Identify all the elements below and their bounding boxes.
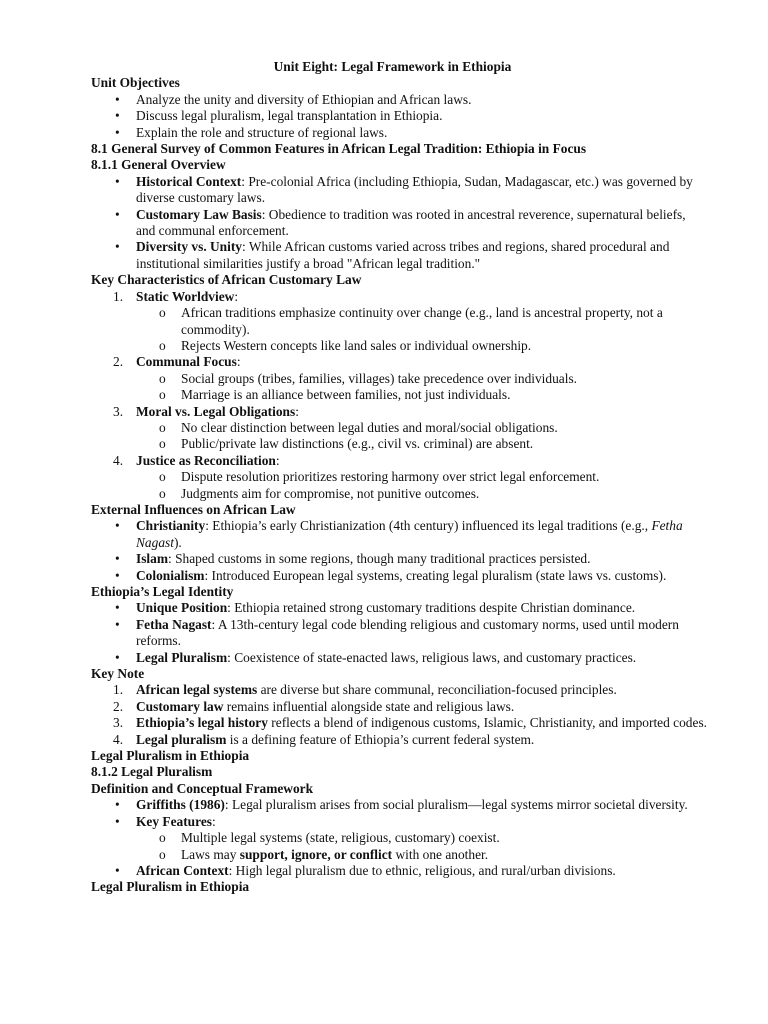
list-item xyxy=(91,732,708,748)
sub-list xyxy=(136,305,708,354)
description: : Introduced European legal systems, creating legal pluralism (state laws vs. customs). xyxy=(204,567,667,583)
list-item xyxy=(91,699,708,715)
colon: : xyxy=(211,813,216,829)
list-item xyxy=(91,797,708,813)
sub-item: o Marriage is an alliance between families, not just individuals. xyxy=(136,387,708,403)
term: Key Features xyxy=(136,813,212,829)
list-item xyxy=(91,682,708,698)
italic-term: Fetha Nagast xyxy=(136,518,683,550)
item-number: 1. xyxy=(113,288,124,304)
term: Fetha Nagast xyxy=(136,616,212,632)
sub-list xyxy=(136,830,708,863)
list-item xyxy=(91,715,708,731)
list-item xyxy=(91,207,708,240)
term: African Context xyxy=(136,862,229,878)
list-item xyxy=(91,568,708,584)
objectives-list xyxy=(91,92,708,141)
list-item xyxy=(91,453,708,502)
sub-item: o Public/private law distinctions (e.g., civil vs. criminal) are absent. xyxy=(136,436,708,452)
colon: : xyxy=(275,452,280,468)
list-item xyxy=(91,354,708,403)
term: Customary law xyxy=(136,698,224,714)
term: Christianity xyxy=(136,518,206,534)
term: Customary Law Basis xyxy=(136,206,262,222)
term: Historical Context xyxy=(136,173,242,189)
list-item: • Analyze the unity and diversity of Ethiopian and African laws. xyxy=(91,92,708,108)
list-item xyxy=(91,814,708,863)
list-item: • Discuss legal pluralism, legal transplantation in Ethiopia. xyxy=(91,108,708,124)
description: : Coexistence of state-enacted laws, religious laws, and customary practices. xyxy=(227,649,637,665)
section-8-1-heading: 8.1 General Survey of Common Features in African Legal Tradition: Ethiopia in Focus xyxy=(91,141,587,157)
colon: : xyxy=(236,354,241,370)
list-item xyxy=(91,239,708,272)
item-number: 2. xyxy=(113,354,124,370)
description: remains influential alongside state and religious laws. xyxy=(223,698,515,714)
identity-list xyxy=(91,600,708,666)
definition-heading: Definition and Conceptual Framework xyxy=(91,780,314,796)
sub-item: o African traditions emphasize continuity over change (e.g., land is ancestral property, not a commodity). xyxy=(136,305,708,338)
colon: : xyxy=(234,288,239,304)
term: Legal pluralism xyxy=(136,731,227,747)
description: : A 13th-century legal code blending religious and customary norms, used until modern reforms. xyxy=(136,616,679,649)
term: Unique Position xyxy=(136,600,228,616)
list-item xyxy=(91,289,708,355)
description: : Obedience to tradition was rooted in ancestral reverence, supernatural beliefs, and communal enforcement. xyxy=(136,206,686,239)
description: : Legal pluralism arises from social pluralism—legal systems mirror societal diversity. xyxy=(224,797,688,813)
sub-item: o Multiple legal systems (state, religious, customary) coexist. xyxy=(136,830,708,846)
list-item: • Explain the role and structure of regional laws. xyxy=(91,125,708,141)
colon: : xyxy=(295,403,299,419)
sub-item: o Rejects Western concepts like land sales or individual ownership. xyxy=(136,338,708,354)
legal-identity-heading: Ethiopia’s Legal Identity xyxy=(91,584,234,599)
final-heading: Legal Pluralism in Ethiopia xyxy=(91,879,250,895)
sub-text: Laws may xyxy=(181,846,240,862)
list-item xyxy=(91,518,708,551)
sub-text-tail: with one another. xyxy=(392,846,489,862)
unit-objectives-heading: Unit Objectives xyxy=(91,75,180,91)
sub-bold: support, ignore, or conflict xyxy=(239,846,393,862)
list-item xyxy=(91,650,708,666)
document-title: Unit Eight: Legal Framework in Ethiopia xyxy=(273,59,512,74)
description: : Ethiopia’s early Christianization (4th century) influenced its legal traditions (e.g., xyxy=(205,518,652,534)
external-list xyxy=(91,518,708,584)
section-8-1-1-heading: 8.1.1 General Overview xyxy=(91,157,226,173)
sub-list xyxy=(136,420,708,453)
description: : Shaped customs in some regions, though many traditional practices persisted. xyxy=(168,551,591,567)
description: is a defining feature of Ethiopia’s current federal system. xyxy=(226,731,535,747)
list-item xyxy=(91,600,708,616)
list-item xyxy=(91,174,708,207)
key-note-list xyxy=(91,682,708,748)
sub-item: o Judgments aim for compromise, not punitive outcomes. xyxy=(136,486,708,502)
term: Moral vs. Legal Obligations xyxy=(136,403,296,419)
term: Islam xyxy=(136,551,168,567)
overview-list xyxy=(91,174,708,272)
characteristics-heading: Key Characteristics of African Customary Law xyxy=(91,272,362,288)
list-item xyxy=(91,863,708,879)
description: : While African customs varied across tribes and regions, shared procedural and institutional similarities justify a broad "African legal tradition." xyxy=(136,239,670,271)
characteristics-list xyxy=(91,289,708,502)
term: Legal Pluralism xyxy=(136,649,228,665)
term: Communal Focus xyxy=(136,354,237,370)
item-number: 3. xyxy=(113,403,124,419)
sub-item xyxy=(136,847,708,863)
description: : Ethiopia retained strong customary traditions despite Christian dominance. xyxy=(227,600,636,616)
list-item xyxy=(91,551,708,567)
item-number: 3. xyxy=(113,715,124,731)
section-8-1-2-heading: 8.1.2 Legal Pluralism xyxy=(91,764,213,780)
sub-item: o Social groups (tribes, families, villages) take precedence over individuals. xyxy=(136,371,708,387)
sub-list xyxy=(136,469,708,502)
description: reflects a blend of indigenous customs, Islamic, Christianity, and imported codes. xyxy=(267,715,708,731)
description-tail: ). xyxy=(173,534,182,550)
sub-item: o Dispute resolution prioritizes restoring harmony over strict legal enforcement. xyxy=(136,469,708,485)
term: Diversity vs. Unity xyxy=(136,239,243,255)
sub-item: o No clear distinction between legal duties and moral/social obligations. xyxy=(136,420,708,436)
list-item xyxy=(91,617,708,650)
term: Justice as Reconciliation xyxy=(136,452,276,468)
term: Ethiopia’s legal history xyxy=(136,715,268,731)
external-influences-heading: External Influences on African Law xyxy=(91,501,296,517)
term: African legal systems xyxy=(136,682,258,698)
legal-pluralism-heading: Legal Pluralism in Ethiopia xyxy=(91,748,250,764)
term: Static Worldview xyxy=(136,288,235,304)
term: Griffiths (1986) xyxy=(136,797,225,813)
sub-list xyxy=(136,371,708,404)
item-number: 4. xyxy=(113,731,124,747)
description: : Pre-colonial Africa (including Ethiopia, Sudan, Madagascar, etc.) was governed by diverse customary laws. xyxy=(136,173,693,206)
description: : High legal pluralism due to ethnic, religious, and rural/urban divisions. xyxy=(228,862,616,878)
key-note-heading: Key Note xyxy=(91,666,145,682)
item-number: 1. xyxy=(113,682,124,698)
definition-list xyxy=(91,797,708,879)
description: are diverse but share communal, reconciliation-focused principles. xyxy=(257,682,617,698)
item-number: 2. xyxy=(113,698,124,714)
term: Colonialism xyxy=(136,567,205,583)
item-number: 4. xyxy=(113,452,124,468)
list-item xyxy=(91,404,708,453)
